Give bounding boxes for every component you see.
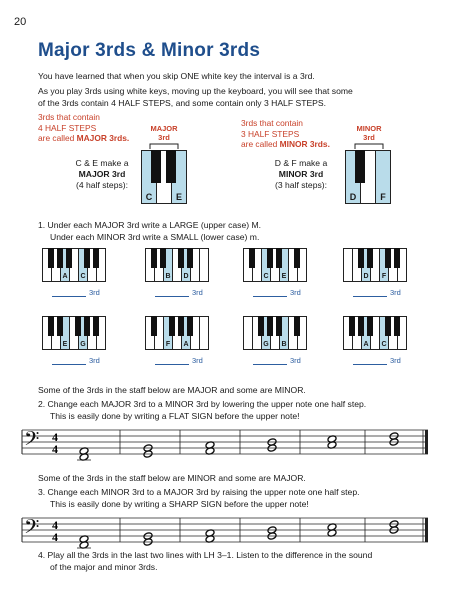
exercise-keyboard [243,316,308,350]
answer-blank[interactable]: 3rd [353,288,401,297]
section-2-line-1: 2. Change each MAJOR 3rd to a MINOR 3rd by lowering the upper note one half step. [38,399,367,409]
black-key [178,316,184,336]
black-key [57,248,63,268]
minor-example-keyboard [345,150,391,204]
section-2-line-2: This is easily done by writing a FLAT SIGN before the upper note! [50,411,300,421]
black-key [267,316,273,336]
key-label: C [80,273,86,280]
section-3-intro: Some of the 3rds in the staff below are MINOR and some are MAJOR. [38,473,306,483]
answer-blank[interactable]: 3rd [155,288,203,297]
key-label: G [263,341,269,348]
key-label: F [165,341,171,348]
minor-label-line-2: 3rd [363,132,375,142]
black-key [84,248,90,268]
answer-blank[interactable]: 3rd [52,288,100,297]
minor-example-line-1: D & F make a [274,158,328,168]
major-def-line-3: are called [38,133,77,143]
minor-bracket [354,143,384,149]
black-key [151,150,161,183]
key-label: F [380,192,386,202]
exercise-1-line-2: Under each MINOR 3rd write a SMALL (lower case) m. [50,232,260,242]
black-key [84,316,90,336]
time-signature-bottom: 4 [52,530,58,544]
key-label: D [363,273,369,280]
exercise-1-text [38,219,423,243]
key-label: C [145,192,153,202]
bass-clef-icon: 𝄢 [24,427,40,455]
answer-blank[interactable]: 3rd [253,288,301,297]
section-3-text [38,472,423,510]
black-key [367,248,373,268]
major-example-keyboard [141,150,187,204]
answer-blank[interactable]: 3rd [253,356,301,365]
black-key [367,316,373,336]
key-label: E [281,273,287,280]
exercise-keyboard [145,316,210,350]
exercise-keyboard [42,316,107,350]
minor-def-term: MINOR 3rds. [279,139,330,149]
final-barline [425,518,428,542]
major-example [52,158,152,191]
page-number: 20 [14,16,27,28]
time-signature-bottom: 4 [52,442,58,456]
key-label: E [175,192,182,202]
black-key [294,248,300,268]
major-def-line-2: 4 HALF STEPS [38,122,97,133]
key-label: A [62,273,68,280]
key-label: A [363,341,369,348]
black-key [66,248,72,268]
black-key [385,248,391,268]
section-3-line-1: 3. Change each MINOR 3rd to a MAJOR 3rd by raising the upper note one half step. [38,487,360,497]
answer-blank[interactable]: 3rd [155,356,203,365]
minor-def-line-3: are called [241,139,280,149]
black-key [48,248,54,268]
staff-2 [20,510,430,552]
black-key [187,248,193,268]
exercise-keyboard [42,248,107,282]
black-key [249,248,255,268]
major-def-term: MAJOR 3rds. [76,133,130,143]
white-key [199,316,209,350]
minor-def-line-2: 3 HALF STEPS [241,128,300,139]
black-key [151,316,157,336]
black-key [93,248,99,268]
black-key [48,316,54,336]
black-key [166,150,176,183]
section-4-line-1: 4. Play all the 3rds in the last two lines with LH 3–1. Listen to the difference in the sound [38,550,373,560]
exercise-keyboard [145,248,210,282]
black-key [169,316,175,336]
black-key [160,248,166,268]
staff-1 [20,422,430,464]
major-def-line-1: 3rds that contain [38,112,100,122]
time-signature-top: 4 [52,518,58,532]
black-key [394,248,400,268]
bass-clef-icon: 𝄢 [24,515,40,543]
intro-line-1: You have learned that when you skip ONE white key the interval is a 3rd. [38,71,315,81]
answer-blank[interactable]: 3rd [353,356,401,365]
key-label: D [349,192,357,202]
minor-example [256,158,346,191]
page-title: Major 3rds & Minor 3rds [38,40,261,61]
major-label-line-1: MAJOR [150,124,178,133]
section-4-text [38,549,423,573]
key-label: F [381,273,387,280]
key-label: A [183,341,189,348]
black-key [267,248,273,268]
key-label: C [381,341,387,348]
exercise-keyboard [343,248,408,282]
black-key [57,316,63,336]
minor-example-line-3: (3 half steps): [274,180,328,190]
black-key [258,316,264,336]
major-example-line-3: (4 half steps): [75,180,129,190]
black-key [178,248,184,268]
black-key [276,248,282,268]
section-3-line-2: This is easily done by writing a SHARP SIGN before the upper note! [50,499,309,509]
key-label: G [80,341,86,348]
black-key [294,316,300,336]
key-label: B [281,341,287,348]
key-label: E [62,341,68,348]
black-key [151,248,157,268]
major-label-line-2: 3rd [158,132,170,142]
black-key [93,316,99,336]
section-4-line-2: of the major and minor 3rds. [50,562,158,572]
minor-def-line-1: 3rds that contain [241,118,303,128]
major-3rd-label [146,125,182,142]
minor-example-line-2: MINOR 3rd [278,169,324,179]
exercise-keyboard [343,316,408,350]
section-2-intro: Some of the 3rds in the staff below are MAJOR and some are MINOR. [38,385,306,395]
key-label: B [165,273,171,280]
minor-3rd-label [351,125,387,142]
black-key [187,316,193,336]
exercise-1-line-1: 1. Under each MAJOR 3rd write a LARGE (upper case) M. [38,220,262,230]
intro-text [38,70,423,109]
major-example-line-1: C & E make a [75,158,129,168]
time-signature-top: 4 [52,430,58,444]
key-label: D [183,273,189,280]
black-key [358,316,364,336]
black-key [355,150,365,183]
major-definition [38,112,148,144]
exercise-keyboard [243,248,308,282]
major-example-line-2: MAJOR 3rd [78,169,126,179]
answer-blank[interactable]: 3rd [52,356,100,365]
minor-definition [241,118,351,150]
black-key [385,316,391,336]
black-key [349,316,355,336]
black-key [358,248,364,268]
intro-line-2: As you play 3rds using white keys, moving up the keyboard, you will see that some [38,86,353,96]
section-2-text [38,384,423,422]
black-key [75,316,81,336]
black-key [394,316,400,336]
key-label: C [263,273,269,280]
white-key [199,248,209,282]
major-bracket [149,143,179,149]
black-key [276,316,282,336]
intro-line-3: of the 3rds contain 4 HALF STEPS, and some contain only 3 HALF STEPS. [38,98,327,108]
minor-label-line-1: MINOR [356,124,382,133]
final-barline [425,430,428,454]
